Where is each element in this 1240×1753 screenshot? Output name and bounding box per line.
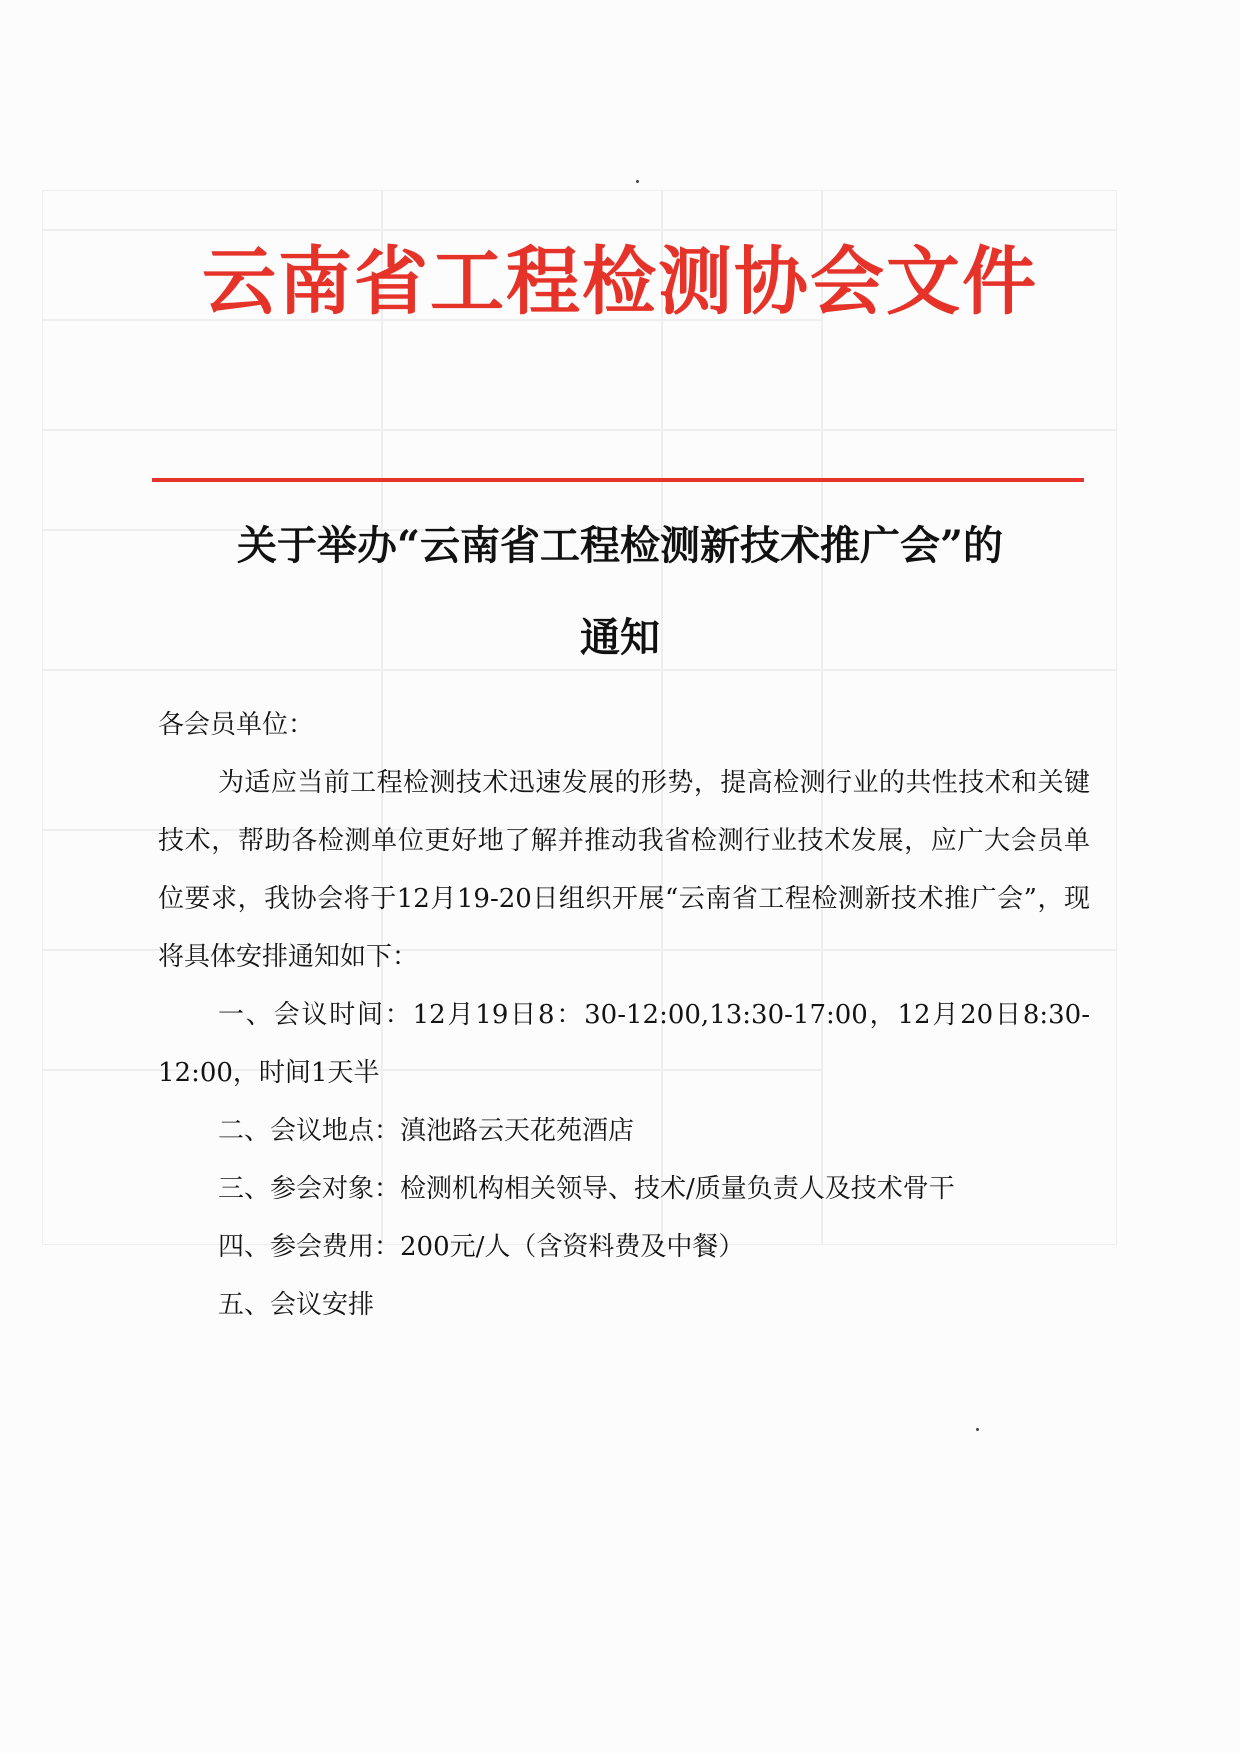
salutation: 各会员单位： [158,710,315,740]
red-divider-rule [152,478,1084,482]
scan-speck [636,180,639,183]
notice-title [140,500,1100,684]
notice-title-line-2: 通知 [580,614,660,661]
notice-body [158,696,1090,1334]
notice-title-line-1: 关于举办“云南省工程检测新技术推广会”的 [236,522,1003,569]
scan-speck [976,1428,979,1431]
item-attendees: 三、参会对象：检测机构相关领导、技术/质量负责人及技术骨干 [218,1174,955,1204]
org-header-title: 云南省工程检测协会文件 [202,239,1038,325]
intro-paragraph: 为适应当前工程检测技术迅速发展的形势，提高检测行业的共性技术和关键技术，帮助各检测单位更好地了解并推动我省检测行业技术发展，应广大会员单位要求，我协会将于12月19-20日组织开展“云南省工程检测新技术推广会”，现将具体安排通知如下： [158,768,1090,972]
item-meeting-time: 一、会议时间：12月19日8：30-12:00,13:30-17:00，12月20日8:30-12:00，时间1天半 [158,1000,1090,1088]
item-fee: 四、参会费用：200元/人（含资料费及中餐） [218,1232,745,1262]
item-agenda: 五、会议安排 [218,1290,375,1320]
item-meeting-location: 二、会议地点：滇池路云天花苑酒店 [218,1116,635,1146]
